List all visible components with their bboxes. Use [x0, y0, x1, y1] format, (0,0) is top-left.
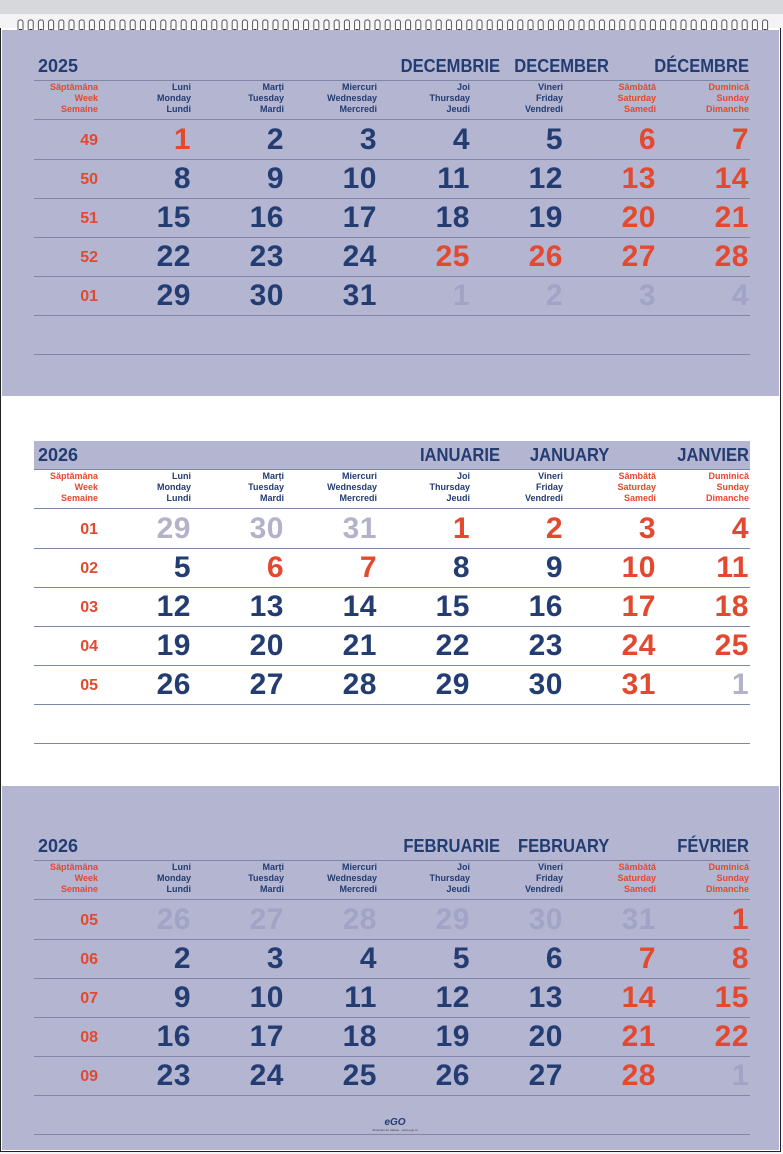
week-header-line: Week: [74, 93, 98, 103]
day-cell: 28: [342, 668, 377, 701]
day-cell: 5: [173, 551, 191, 584]
week-row: [34, 199, 750, 237]
weekday-name: Samedi: [623, 884, 656, 894]
weekday-name: Duminică: [708, 862, 749, 872]
weekday-header: [380, 82, 470, 115]
week-header-line: Semaine: [60, 884, 98, 894]
day-cell: 12: [156, 590, 191, 623]
weekday-name: Duminică: [708, 82, 749, 92]
weekday-name: Joi: [456, 862, 470, 872]
logo-fineprint: Simboluri de calitate · www.ego.ro: [372, 1128, 418, 1132]
day-cell: 9: [173, 981, 191, 1014]
day-cell: 1: [173, 123, 191, 156]
row-divider: [34, 704, 750, 705]
day-cell: 14: [342, 590, 377, 623]
weekday-header: [566, 82, 656, 115]
publisher-logo: [355, 1117, 435, 1132]
week-row: [34, 901, 750, 939]
day-cell: 2: [266, 123, 284, 156]
day-cell: 10: [342, 162, 377, 195]
day-cell: 16: [156, 1020, 191, 1053]
weekday-header: [287, 471, 377, 504]
row-divider: [34, 1095, 750, 1096]
day-cell: 24: [342, 240, 377, 273]
weekday-name: Monday: [156, 482, 191, 492]
weekday-name: Vendredi: [524, 884, 563, 894]
weekday-header: [380, 862, 470, 895]
month-name: JANVIER: [677, 445, 749, 465]
weekday-name: Dimanche: [705, 493, 749, 503]
weekday-header: [659, 471, 749, 504]
day-cell: 29: [156, 512, 191, 545]
day-cell: 27: [528, 1059, 563, 1092]
year-label: 2026: [38, 836, 79, 856]
weekday-name: Sâmbătă: [618, 862, 656, 872]
day-cell: 30: [528, 668, 563, 701]
weekday-name: Wednesday: [327, 482, 377, 492]
weekday-name: Vendredi: [524, 493, 563, 503]
day-cell: 7: [359, 551, 377, 584]
day-cell: 25: [714, 629, 749, 662]
month-name: FÉVRIER: [677, 836, 749, 856]
day-cell: 21: [621, 1020, 656, 1053]
row-divider: [34, 315, 750, 316]
day-cell: 30: [249, 512, 284, 545]
weekday-name: Vineri: [538, 82, 563, 92]
day-cell: 27: [249, 668, 284, 701]
weekday-name: Dimanche: [705, 104, 749, 114]
weekday-name: Miercuri: [341, 82, 377, 92]
week-row: [34, 627, 750, 665]
day-cell: 24: [249, 1059, 284, 1092]
week-row: [34, 238, 750, 276]
day-cell: 2: [545, 279, 563, 312]
week-column-header: [34, 471, 98, 504]
day-cell: 31: [621, 903, 656, 936]
weekday-header-row: [34, 471, 750, 507]
weekday-name: Tuesday: [248, 93, 284, 103]
week-number: 49: [80, 132, 98, 149]
weekday-name: Friday: [535, 93, 563, 103]
day-cell: 4: [731, 512, 749, 545]
day-cell: 26: [528, 240, 563, 273]
weekday-header: [473, 82, 563, 115]
week-header-line: Week: [74, 482, 98, 492]
day-cell: 6: [638, 123, 656, 156]
week-number: 52: [80, 249, 98, 266]
day-cell: 21: [714, 201, 749, 234]
month-name: JANUARY: [529, 445, 609, 465]
weekday-name: Saturday: [617, 93, 656, 103]
weekday-name: Vineri: [538, 862, 563, 872]
weekday-name: Jeudi: [446, 884, 470, 894]
day-cell: 19: [435, 1020, 470, 1053]
week-number: 50: [80, 171, 98, 188]
day-cell: 6: [266, 551, 284, 584]
day-cell: 15: [156, 201, 191, 234]
day-cell: 17: [342, 201, 377, 234]
weekday-name: Samedi: [623, 104, 656, 114]
day-cell: 1: [731, 1059, 749, 1092]
day-cell: 29: [156, 279, 191, 312]
day-cell: 17: [249, 1020, 284, 1053]
weekday-name: Joi: [456, 471, 470, 481]
weekday-name: Sunday: [716, 93, 749, 103]
day-cell: 15: [714, 981, 749, 1014]
day-cell: 31: [621, 668, 656, 701]
day-cell: 28: [342, 903, 377, 936]
day-cell: 25: [435, 240, 470, 273]
weekday-name: Miercuri: [341, 471, 377, 481]
month-block: [34, 441, 750, 746]
week-row: [34, 1018, 750, 1056]
weekday-name: Lundi: [166, 104, 191, 114]
week-row: [34, 979, 750, 1017]
day-cell: 16: [528, 590, 563, 623]
day-cell: 3: [638, 512, 656, 545]
day-cell: 1: [731, 668, 749, 701]
day-cell: 3: [359, 123, 377, 156]
week-number: 03: [80, 599, 98, 616]
week-row: [34, 588, 750, 626]
day-cell: 3: [266, 942, 284, 975]
day-cell: 26: [435, 1059, 470, 1092]
day-cell: 30: [528, 903, 563, 936]
year-label: 2025: [38, 56, 79, 76]
day-cell: 11: [344, 981, 377, 1014]
weekday-name: Wednesday: [327, 93, 377, 103]
month-name: DECEMBRIE: [400, 56, 500, 76]
weekday-name: Jeudi: [446, 104, 470, 114]
weekday-header: [659, 862, 749, 895]
notes-line: [34, 743, 750, 744]
week-column-header: [34, 82, 98, 115]
weekday-name: Duminică: [708, 471, 749, 481]
day-cell: 7: [731, 123, 749, 156]
day-cell: 24: [621, 629, 656, 662]
weekday-name: Saturday: [617, 873, 656, 883]
weekday-name: Sâmbătă: [618, 471, 656, 481]
weekday-name: Friday: [535, 873, 563, 883]
day-cell: 18: [435, 201, 470, 234]
weekday-header: [380, 471, 470, 504]
day-cell: 11: [437, 162, 470, 195]
week-number: 01: [80, 288, 98, 305]
week-number: 05: [80, 677, 98, 694]
month-block: [34, 52, 750, 357]
day-cell: 1: [452, 279, 470, 312]
weekday-name: Luni: [172, 862, 191, 872]
day-cell: 1: [452, 512, 470, 545]
weekday-name: Vendredi: [524, 104, 563, 114]
weekday-name: Saturday: [617, 482, 656, 492]
weekday-name: Vineri: [538, 471, 563, 481]
weekday-header: [194, 82, 284, 115]
notes-line: [34, 354, 750, 355]
weekday-name: Monday: [156, 93, 191, 103]
month-name: FEBRUARY: [517, 836, 609, 856]
weekday-name: Mercredi: [339, 884, 377, 894]
day-cell: 23: [528, 629, 563, 662]
week-number: 51: [80, 210, 98, 227]
header-divider: [34, 80, 750, 81]
weekday-name: Joi: [456, 82, 470, 92]
day-cell: 29: [435, 903, 470, 936]
day-cell: 8: [452, 551, 470, 584]
day-cell: 20: [528, 1020, 563, 1053]
weekday-name: Mercredi: [339, 104, 377, 114]
weekday-name: Thursday: [429, 482, 470, 492]
week-number: 04: [80, 638, 98, 655]
weekday-header: [473, 862, 563, 895]
day-cell: 18: [342, 1020, 377, 1053]
weekday-name: Tuesday: [248, 482, 284, 492]
week-header-line: Săptămâna: [49, 82, 98, 92]
year-label: 2026: [38, 445, 79, 465]
weekday-header: [566, 471, 656, 504]
weekday-name: Thursday: [429, 93, 470, 103]
day-cell: 20: [249, 629, 284, 662]
day-cell: 2: [173, 942, 191, 975]
day-cell: 31: [342, 279, 377, 312]
weekday-name: Mercredi: [339, 493, 377, 503]
weekday-name: Thursday: [429, 873, 470, 883]
weekday-name: Marți: [262, 82, 284, 92]
day-cell: 27: [249, 903, 284, 936]
weekday-name: Mardi: [259, 104, 284, 114]
day-cell: 4: [731, 279, 749, 312]
month-block: [34, 832, 750, 1137]
day-cell: 9: [266, 162, 284, 195]
weekday-name: Sâmbătă: [618, 82, 656, 92]
weekday-name: Monday: [156, 873, 191, 883]
header-divider: [34, 860, 750, 861]
week-number: 01: [80, 521, 98, 538]
weekday-name: Luni: [172, 82, 191, 92]
day-cell: 12: [435, 981, 470, 1014]
weekday-name: Miercuri: [341, 862, 377, 872]
week-row: [34, 121, 750, 159]
day-cell: 26: [156, 668, 191, 701]
notes-line: [34, 1134, 750, 1135]
day-cell: 27: [621, 240, 656, 273]
day-cell: 22: [714, 1020, 749, 1053]
month-name: DÉCEMBRE: [654, 56, 749, 76]
week-header-line: Săptămâna: [49, 862, 98, 872]
day-cell: 10: [621, 551, 656, 584]
day-cell: 16: [249, 201, 284, 234]
weekday-name: Friday: [535, 482, 563, 492]
month-name: IANUARIE: [419, 445, 500, 465]
weekday-header: [101, 82, 191, 115]
day-cell: 9: [545, 551, 563, 584]
day-cell: 17: [621, 590, 656, 623]
month-name: FEBRUARIE: [403, 836, 500, 856]
weekday-header: [287, 82, 377, 115]
day-cell: 23: [156, 1059, 191, 1092]
day-cell: 25: [342, 1059, 377, 1092]
day-cell: 18: [714, 590, 749, 623]
week-row: [34, 940, 750, 978]
weekday-name: Wednesday: [327, 873, 377, 883]
weekday-header: [101, 862, 191, 895]
weekday-name: Mardi: [259, 493, 284, 503]
weekday-name: Samedi: [623, 493, 656, 503]
month-header-bar: [34, 52, 750, 80]
month-header-bar: [34, 441, 750, 469]
day-cell: 12: [528, 162, 563, 195]
header-divider: [34, 469, 750, 470]
header-divider: [34, 899, 750, 900]
week-row: [34, 510, 750, 548]
weekday-name: Lundi: [166, 493, 191, 503]
day-cell: 2: [545, 512, 563, 545]
weekday-name: Sunday: [716, 873, 749, 883]
weekday-name: Luni: [172, 471, 191, 481]
weekday-header: [101, 471, 191, 504]
day-cell: 10: [249, 981, 284, 1014]
day-cell: 4: [359, 942, 377, 975]
day-cell: 31: [342, 512, 377, 545]
weekday-name: Mardi: [259, 884, 284, 894]
day-cell: 14: [714, 162, 749, 195]
week-column-header: [34, 862, 98, 895]
weekday-name: Dimanche: [705, 884, 749, 894]
week-number: 07: [80, 990, 98, 1007]
day-cell: 28: [714, 240, 749, 273]
weekday-header-row: [34, 862, 750, 898]
day-cell: 13: [621, 162, 656, 195]
weekday-name: Tuesday: [248, 873, 284, 883]
day-cell: 23: [249, 240, 284, 273]
weekday-header: [287, 862, 377, 895]
weekday-name: Sunday: [716, 482, 749, 492]
day-cell: 22: [435, 629, 470, 662]
week-number: 05: [80, 912, 98, 929]
day-cell: 8: [731, 942, 749, 975]
week-number: 06: [80, 951, 98, 968]
day-cell: 6: [545, 942, 563, 975]
weekday-name: Lundi: [166, 884, 191, 894]
week-row: [34, 277, 750, 315]
week-header-line: Week: [74, 873, 98, 883]
header-divider: [34, 508, 750, 509]
day-cell: 15: [435, 590, 470, 623]
day-cell: 19: [156, 629, 191, 662]
day-cell: 21: [342, 629, 377, 662]
day-cell: 14: [621, 981, 656, 1014]
week-number: 09: [80, 1068, 98, 1085]
week-header-line: Semaine: [60, 493, 98, 503]
day-cell: 5: [545, 123, 563, 156]
weekday-header: [659, 82, 749, 115]
day-cell: 20: [621, 201, 656, 234]
week-number: 02: [80, 560, 98, 577]
month-name: DECEMBER: [514, 56, 609, 76]
week-row: [34, 666, 750, 704]
weekday-header: [473, 471, 563, 504]
logo-brand: eGO: [384, 1117, 406, 1128]
day-cell: 29: [435, 668, 470, 701]
week-number: 08: [80, 1029, 98, 1046]
day-cell: 30: [249, 279, 284, 312]
header-divider: [34, 119, 750, 120]
week-row: [34, 549, 750, 587]
weekday-header-row: [34, 82, 750, 118]
day-cell: 5: [452, 942, 470, 975]
week-header-line: Semaine: [60, 104, 98, 114]
day-cell: 7: [638, 942, 656, 975]
day-cell: 11: [716, 551, 749, 584]
day-cell: 13: [528, 981, 563, 1014]
weekday-name: Marți: [262, 862, 284, 872]
week-row: [34, 1057, 750, 1095]
day-cell: 13: [249, 590, 284, 623]
weekday-name: Jeudi: [446, 493, 470, 503]
day-cell: 28: [621, 1059, 656, 1092]
day-cell: 26: [156, 903, 191, 936]
weekday-header: [566, 862, 656, 895]
day-cell: 3: [638, 279, 656, 312]
day-cell: 19: [528, 201, 563, 234]
day-cell: 1: [731, 903, 749, 936]
day-cell: 8: [173, 162, 191, 195]
day-cell: 22: [156, 240, 191, 273]
week-header-line: Săptămâna: [49, 471, 98, 481]
month-header-bar: [34, 832, 750, 860]
week-row: [34, 160, 750, 198]
weekday-header: [194, 862, 284, 895]
weekday-header: [194, 471, 284, 504]
day-cell: 4: [452, 123, 470, 156]
weekday-name: Marți: [262, 471, 284, 481]
